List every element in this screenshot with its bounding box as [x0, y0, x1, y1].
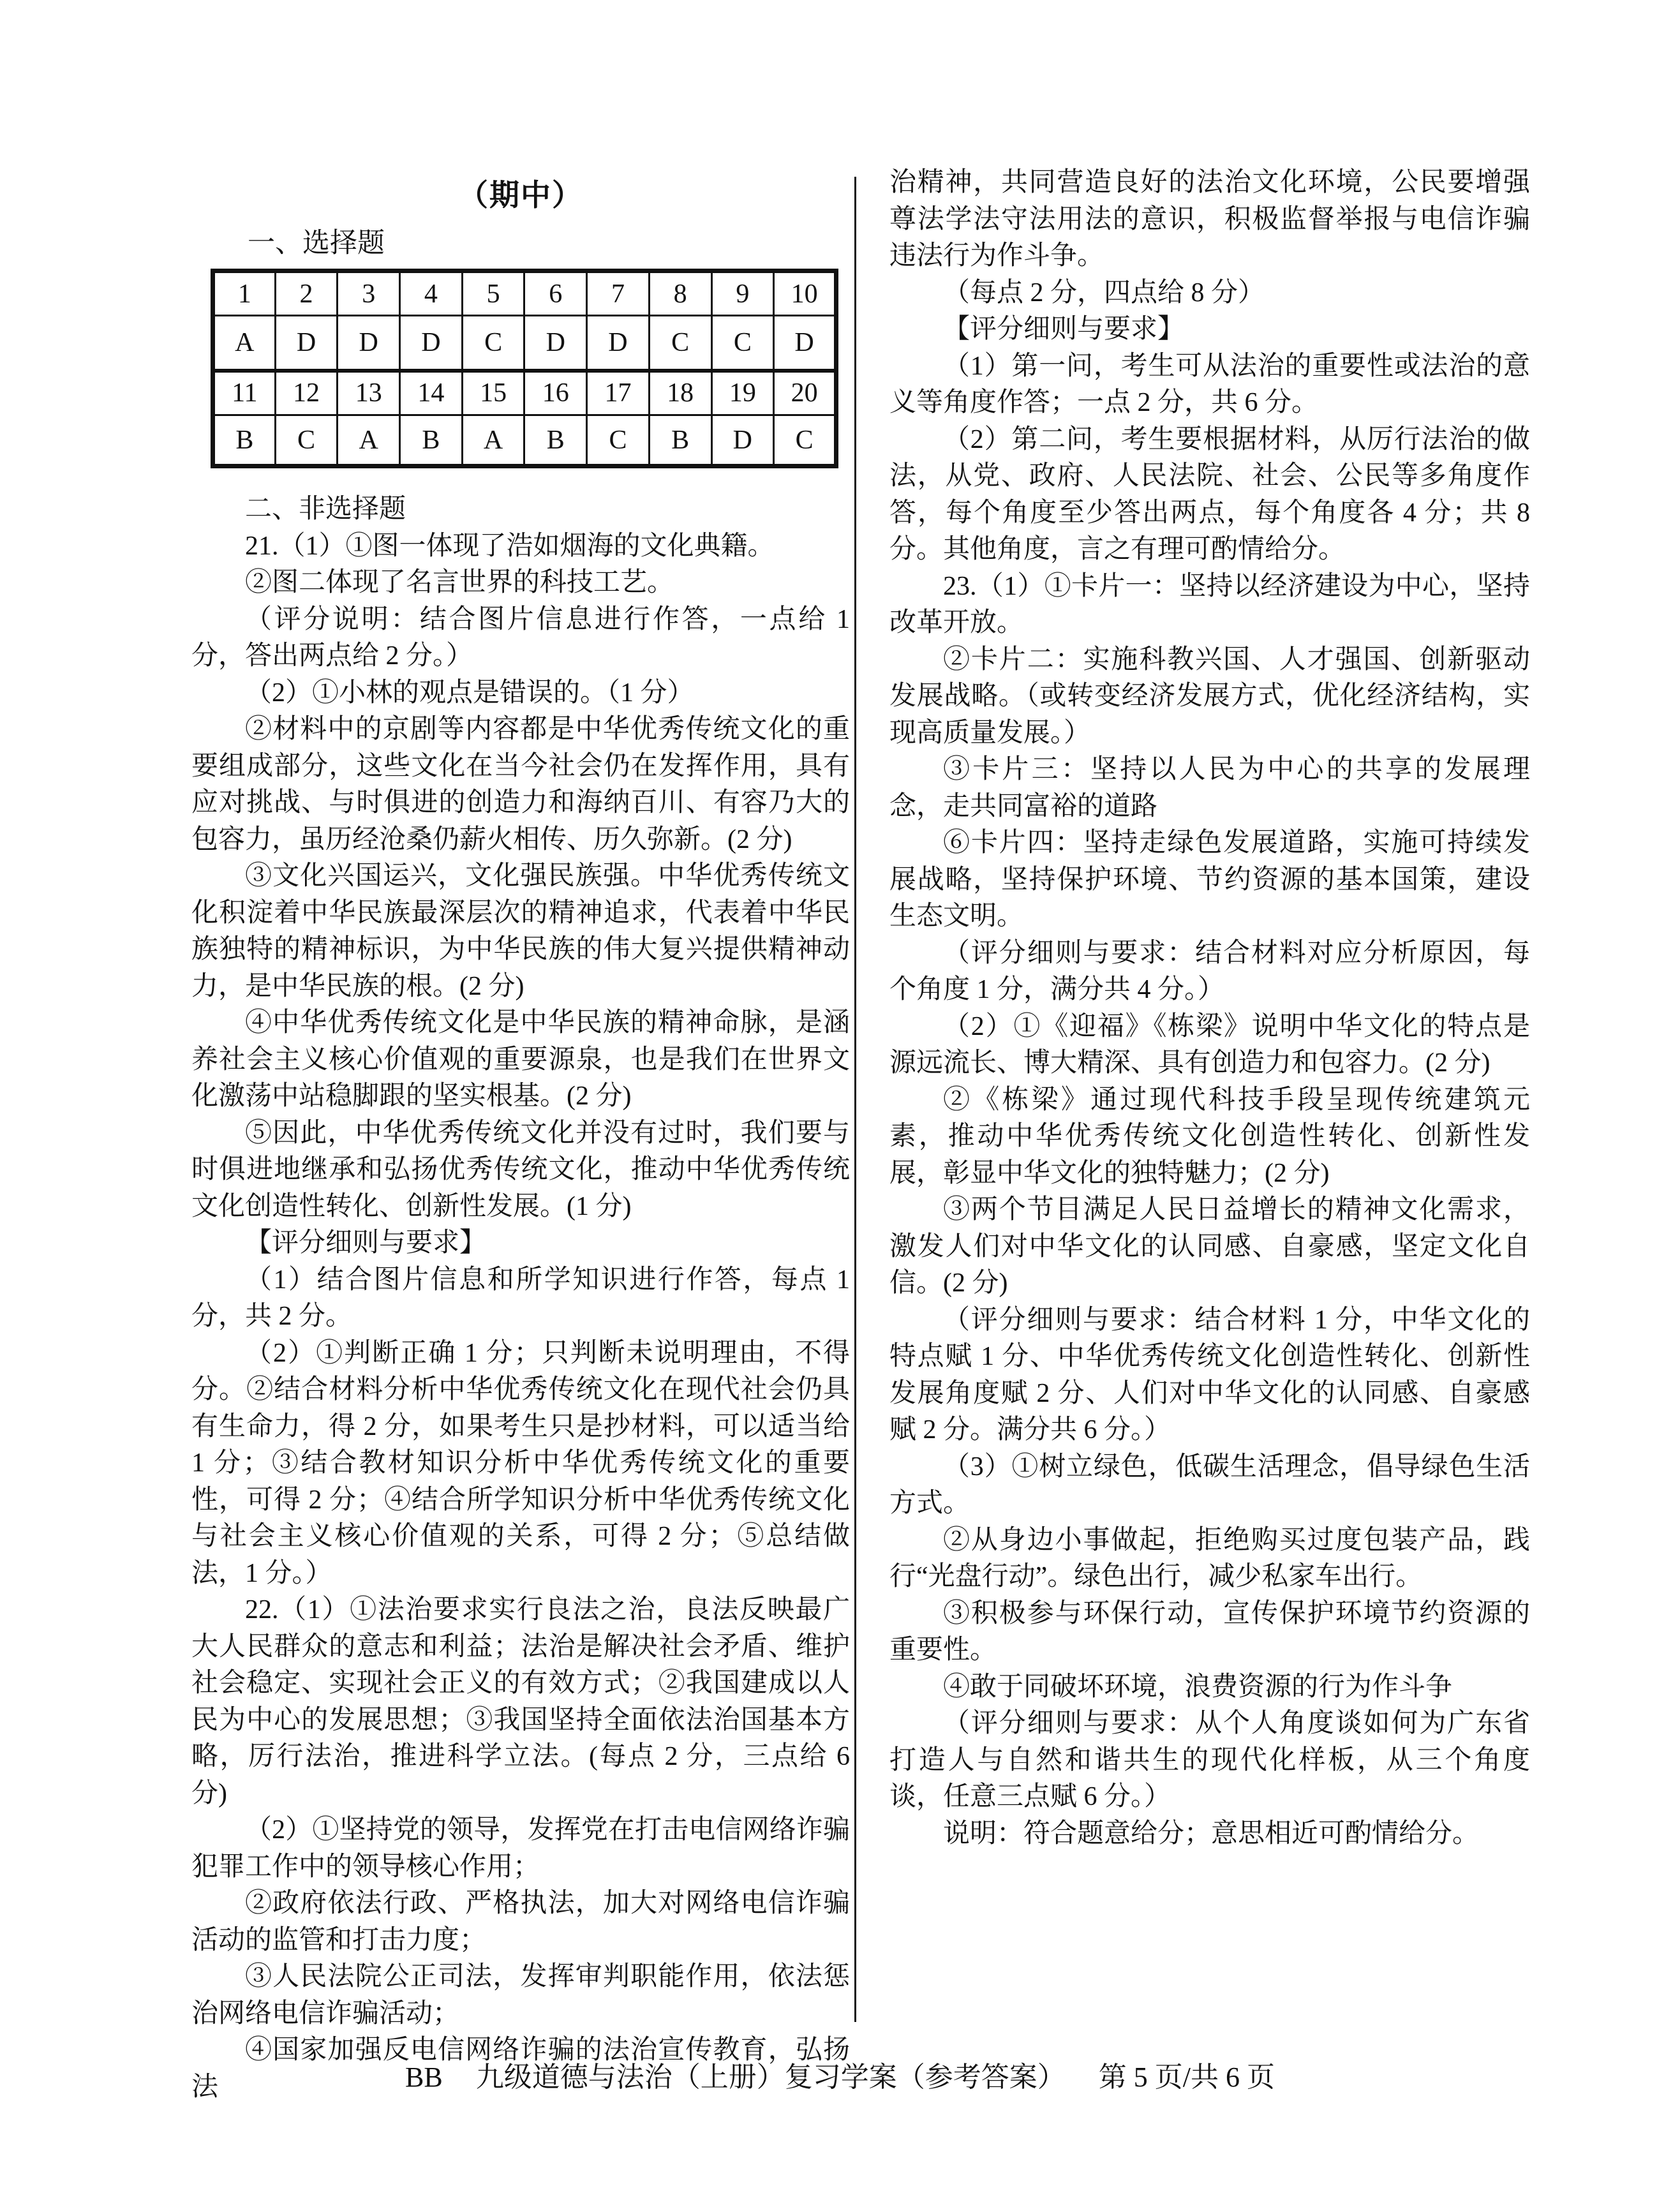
paragraph: ②图二体现了名言世界的科技工艺。 [245, 568, 674, 597]
paragraph: （2）①小林的观点是错误的。（1 分） [245, 678, 694, 708]
answer-row [213, 371, 836, 415]
answer-row [213, 316, 836, 371]
answer-row [213, 271, 836, 316]
answer-cell: 19 [711, 371, 774, 415]
paragraph: ②从身边小事做起，拒绝购买过度包装产品，践行“光盘行动”。绿色出行，减少私家车出行。 [889, 1525, 1530, 1591]
answer-cell: A [462, 415, 524, 466]
answer-cell: 16 [524, 371, 587, 415]
paragraph: ④敢于同破坏环境，浪费资源的行为作斗争 [943, 1672, 1453, 1702]
paragraph: ②《栋梁》通过现代科技手段呈现传统建筑元素，推动中华优秀传统文化创造性转化、创新性发展，彰显中华文化的独特魅力；(2 分) [889, 1085, 1530, 1188]
answer-cell: 7 [587, 271, 650, 316]
paragraph: 21.（1）①图一体现了浩如烟海的文化典籍。 [245, 531, 775, 561]
answer-cell: B [400, 415, 463, 466]
answer-table-body [213, 271, 836, 466]
paragraph: （每点 2 分，四点给 8 分） [943, 278, 1265, 308]
paragraph: 治精神，共同营造良好的法治文化环境，公民要增强尊法学法守法用法的意识，积极监督举报与电信诈骗违法行为作斗争。 [889, 168, 1530, 271]
paragraph: （1）第一问，考生可从法治的重要性或法治的意义等角度作答；一点 2 分，共 6 分。 [889, 351, 1530, 417]
paragraph: ③两个节目满足人民日益增长的精神文化需求，激发人们对中华文化的认同感、自豪感，坚定文化自信。(2 分) [889, 1195, 1530, 1298]
paragraph: ③积极参与环保行动，宣传保护环境节约资源的重要性。 [889, 1598, 1530, 1665]
answer-cell: 6 [524, 271, 587, 316]
paragraph: 23.（1）①卡片一：坚持以经济建设为中心，坚持改革开放。 [889, 571, 1530, 637]
paragraph: 说明：符合题意给分；意思相近可酌情给分。 [943, 1818, 1480, 1848]
footer-page-number: 第 5 页/共 6 页 [1098, 2062, 1275, 2093]
paragraph: ②卡片二：实施科教兴国、人才强国、创新驱动发展战略。（或转变经济发展方式，优化经济结构，实现高质量发展。） [889, 644, 1530, 748]
answer-cell: 4 [400, 271, 463, 316]
paragraph: （评分说明：结合图片信息进行作答，一点给 1 分，答出两点给 2 分。） [191, 604, 850, 671]
answer-cell: 5 [462, 271, 524, 316]
answer-cell: 13 [338, 371, 400, 415]
paragraph: （2）①坚持党的领导，发挥党在打击电信网络诈骗犯罪工作中的领导核心作用； [191, 1815, 850, 1882]
paragraph: （1）结合图片信息和所学知识进行作答，每点 1 分，共 2 分。 [191, 1265, 850, 1331]
paragraph: （评分细则与要求：结合材料 1 分，中华文化的特点赋 1 分、中华优秀传统文化创造性转化、创新性发展角度赋 2 分、人们对中华文化的认同感、自豪感赋 2 分。满分共 6 分。） [889, 1305, 1530, 1445]
answer-cell: 15 [462, 371, 524, 415]
answer-cell: D [524, 316, 587, 371]
answer-cell: C [774, 415, 836, 466]
paragraph: （评分细则与要求：结合材料对应分析原因，每个角度 1 分，满分共 4 分。） [889, 938, 1530, 1004]
paragraph: （评分细则与要求：从个人角度谈如何为广东省打造人与自然和谐共生的现代化样板，从三个角度谈，任意三点赋 6 分。） [889, 1709, 1530, 1811]
paragraph: 22.（1）①法治要求实行良法之治，良法反映最广大人民群众的意志和利益；法治是解决社会矛盾、维护社会稳定、实现社会正义的有效方式；②我国建成以人民为中心的发展思想；③我国坚持全面依法治国基本方略，厉行法治，推进科学立法。(每点 2 分，三点给 6 分) [191, 1595, 850, 1808]
answer-cell: D [587, 316, 650, 371]
section-heading-choice: 一、选择题 [248, 228, 385, 258]
answer-cell: 14 [400, 371, 463, 415]
answer-cell: D [338, 316, 400, 371]
paragraph: ⑥卡片四：坚持走绿色发展道路，实施可持续发展战略，坚持保护环境、节约资源的基本国策，建设生态文明。 [889, 828, 1530, 931]
answer-cell: B [649, 415, 711, 466]
paragraph: ④国家加强反电信网络诈骗的法治宣传教育，弘扬法 [191, 2035, 850, 2102]
paragraph: ④中华优秀传统文化是中华民族的精神命脉，是涵养社会主义核心价值观的重要源泉，也是我们在世界文化激荡中站稳脚跟的坚实根基。(2 分) [191, 1008, 850, 1111]
paragraph: ③卡片三：坚持以人民为中心的共享的发展理念，走共同富裕的道路 [889, 755, 1530, 821]
answer-cell: A [213, 316, 276, 371]
right-column [889, 165, 1530, 1852]
paragraph: （3）①树立绿色，低碳生活理念，倡导绿色生活方式。 [889, 1452, 1530, 1518]
paragraph: 【评分细则与要求】 [245, 1228, 487, 1258]
answer-cell: 12 [275, 371, 338, 415]
answer-cell: 3 [338, 271, 400, 316]
paragraph: 二、非选择题 [245, 494, 406, 524]
paragraph: ③文化兴国运兴，文化强民族强。中华优秀传统文化积淀着中华民族最深层次的精神追求，代表着中华民族独特的精神标识，为中华民族的伟大复兴提供精神动力，是中华民族的根。(2 分) [191, 861, 850, 1001]
paragraph: （2）①《迎福》《栋梁》说明中华文化的特点是源远流长、博大精深、具有创造力和包容力。(2 分) [889, 1011, 1530, 1078]
answer-cell: 2 [275, 271, 338, 316]
answer-cell: C [462, 316, 524, 371]
answer-cell: C [649, 316, 711, 371]
paragraph: （2）①判断正确 1 分；只判断未说明理由，不得分。②结合材料分析中华优秀传统文化在现代社会仍具有生命力，得 2 分，如果考生只是抄材料，可以适当给 1 分；③结合教材知识分析中华优秀传统文化的重要性，可得 2 分；④结合所学知识分析中华优秀传统文化与社会主义核心价值观的关系，可得 2 分；⑤总结做法，1 分。） [191, 1338, 850, 1588]
answer-cell: B [524, 415, 587, 466]
footer-code: BB [405, 2062, 443, 2093]
answer-cell: 11 [213, 371, 276, 415]
answer-cell: D [400, 316, 463, 371]
answer-cell: C [587, 415, 650, 466]
answer-cell: 20 [774, 371, 836, 415]
answer-cell: D [774, 316, 836, 371]
answer-cell: D [711, 415, 774, 466]
footer-booklet-title: 九级道德与法治（上册）复习学案（参考答案） [475, 2062, 1066, 2093]
paragraph: ③人民法院公正司法，发挥审判职能作用，依法惩治网络电信诈骗活动； [191, 1962, 850, 2028]
answer-table [211, 269, 838, 468]
page-title: （期中） [458, 178, 583, 212]
answer-cell: A [338, 415, 400, 466]
answer-cell: C [275, 415, 338, 466]
answer-cell: B [213, 415, 276, 466]
answer-cell: 1 [213, 271, 276, 316]
paragraph: （2）第二问，考生要根据材料，从厉行法治的做法，从党、政府、人民法院、社会、公民等多角度作答，每个角度至少答出两点，每个角度各 4 分；共 8 分。其他角度，言之有理可酌情给分。 [889, 424, 1530, 564]
answer-cell: 9 [711, 271, 774, 316]
answer-row [213, 415, 836, 466]
answer-cell: D [275, 316, 338, 371]
answer-cell: C [711, 316, 774, 371]
paragraph: ②材料中的京剧等内容都是中华优秀传统文化的重要组成部分，这些文化在当今社会仍在发挥作用，具有应对挑战、与时俱进的创造力和海纳百川、有容乃大的包容力，虽历经沧桑仍薪火相传、历久弥新。(2 分) [191, 715, 850, 854]
paragraph: ⑤因此，中华优秀传统文化并没有过时，我们要与时俱进地继承和弘扬优秀传统文化，推动中华优秀传统文化创造性转化、创新性发展。(1 分) [191, 1118, 850, 1221]
answer-cell: 17 [587, 371, 650, 415]
answer-cell: 10 [774, 271, 836, 316]
column-divider [854, 177, 856, 2022]
page-footer [0, 2060, 1680, 2095]
paragraph: 【评分细则与要求】 [943, 315, 1185, 344]
left-column [191, 491, 850, 2106]
answer-cell: 18 [649, 371, 711, 415]
paragraph: ②政府依法行政、严格执法，加大对网络电信诈骗活动的监管和打击力度； [191, 1889, 850, 1955]
answer-cell: 8 [649, 271, 711, 316]
